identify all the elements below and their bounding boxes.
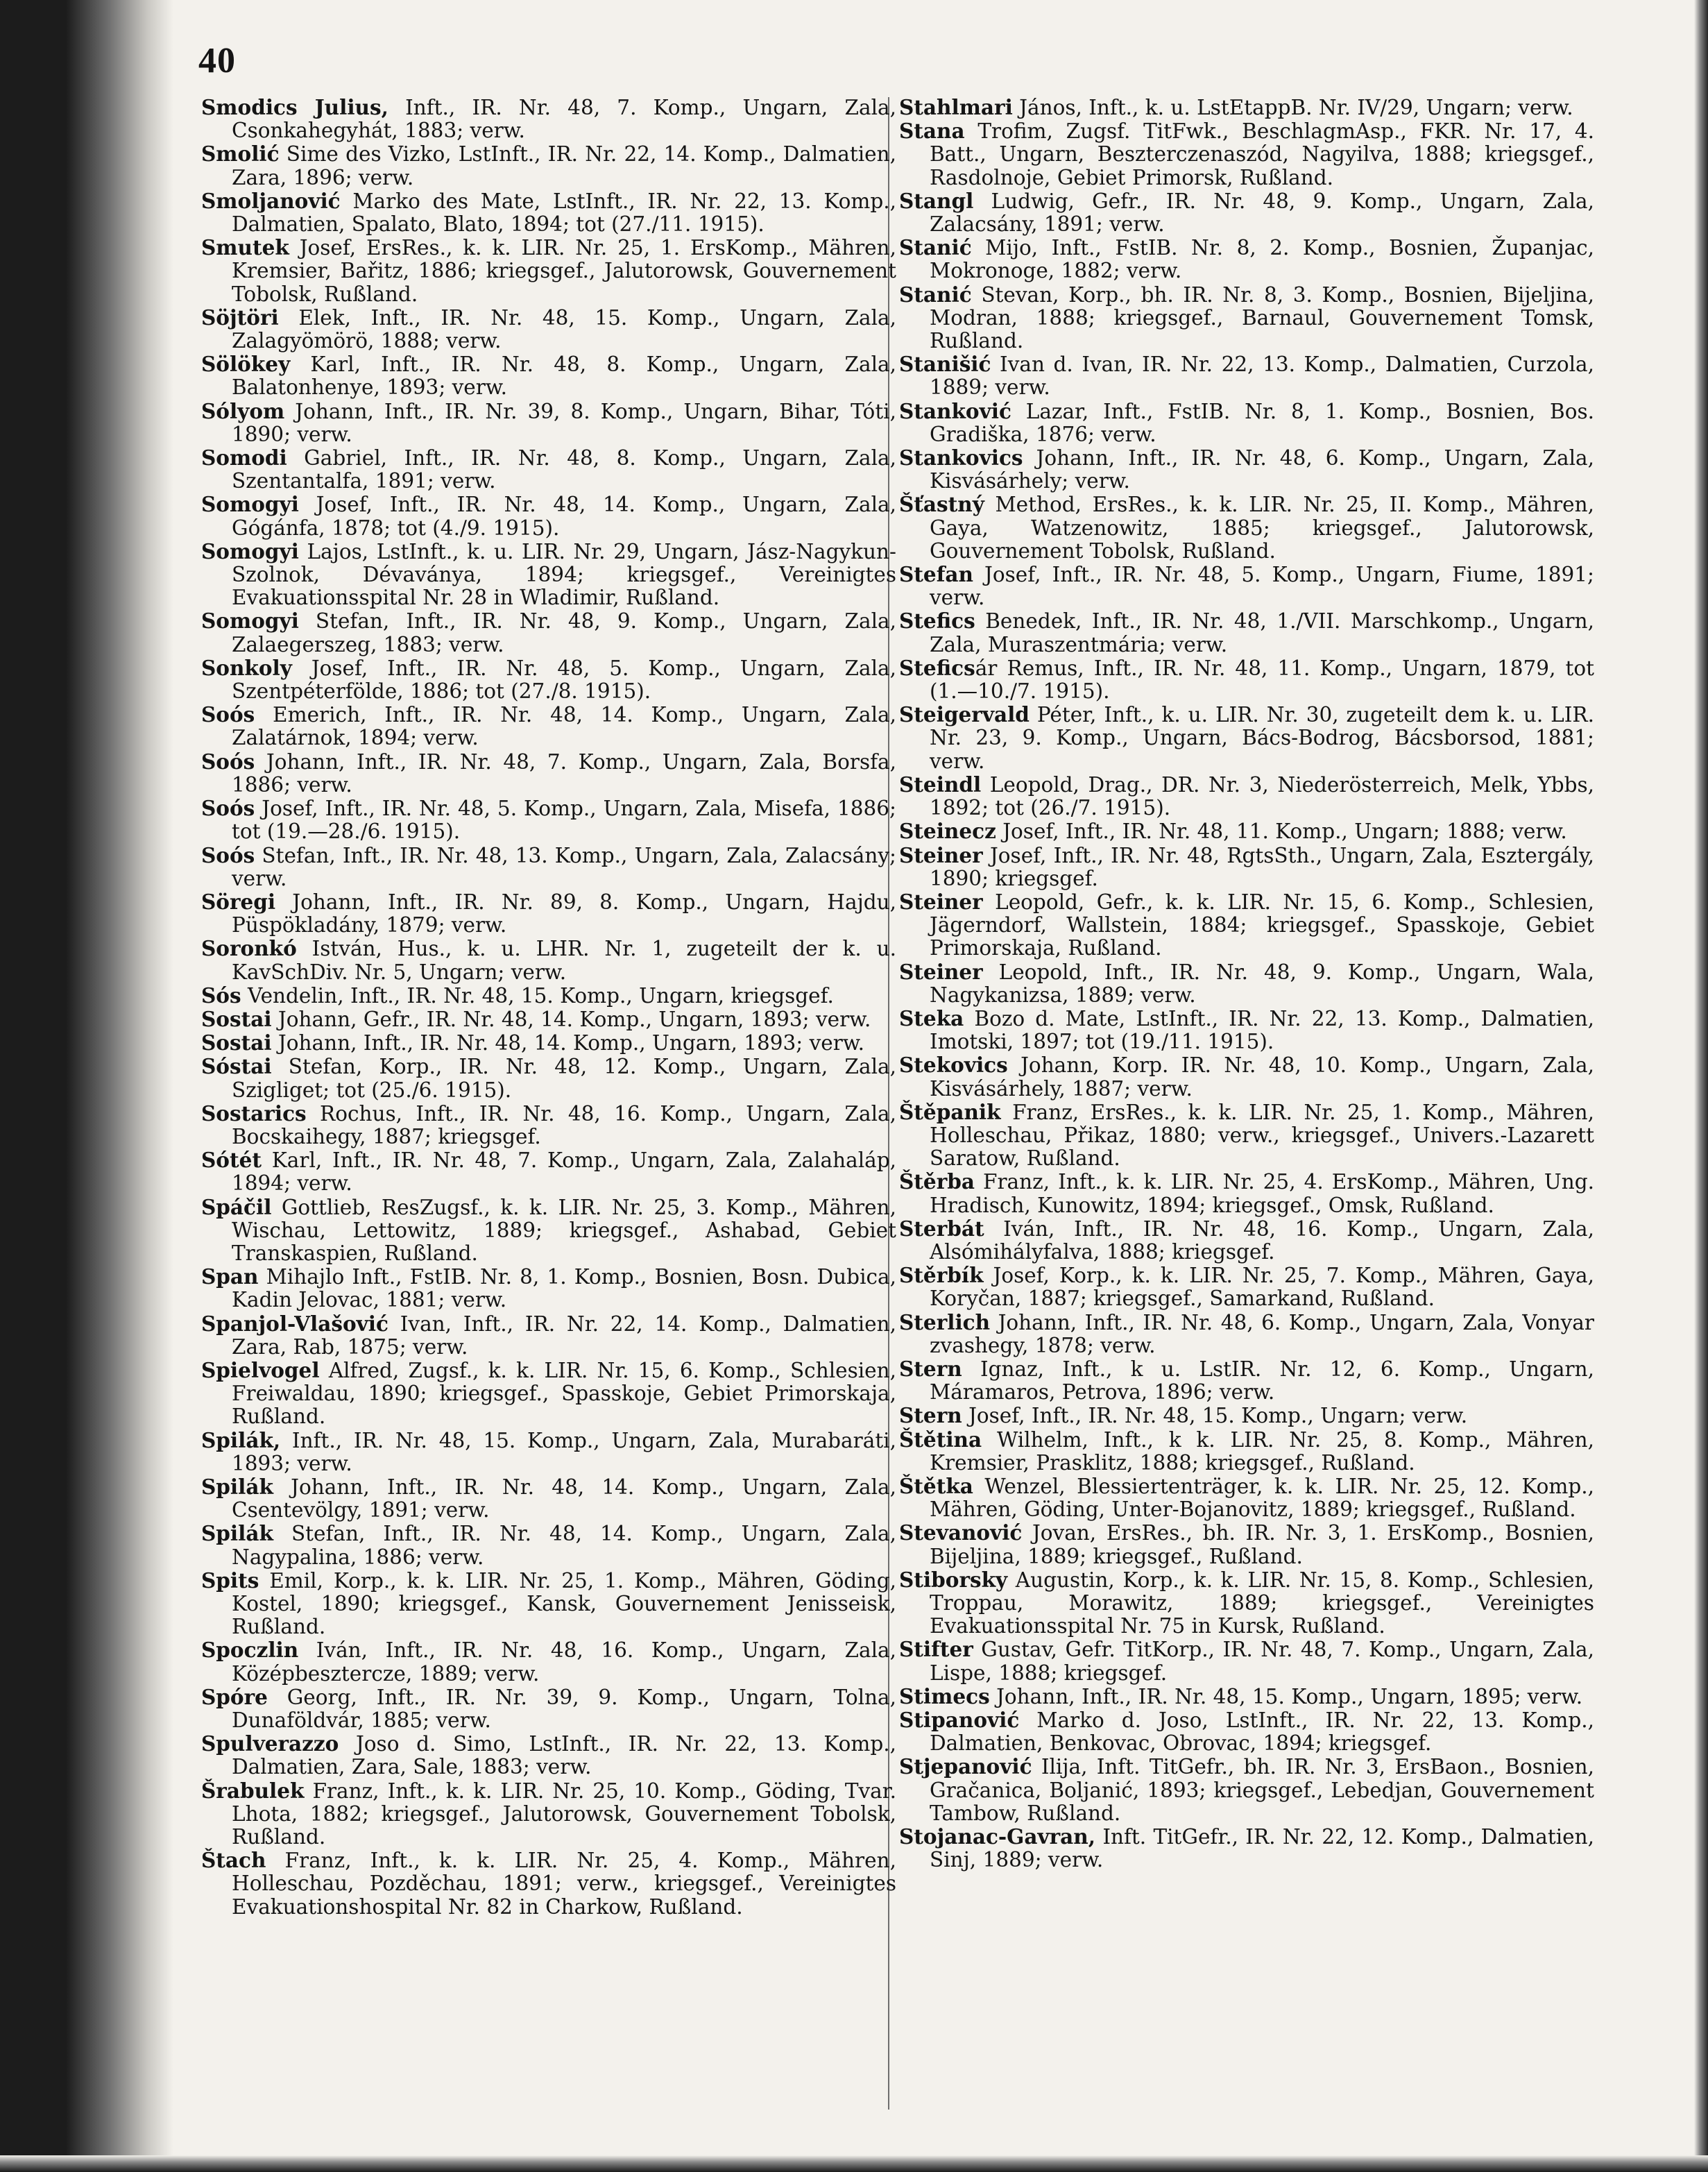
- entry-details: Vendelin, Inft., IR. Nr. 48, 15. Komp., Ungarn, kriegsgef.: [241, 983, 834, 1008]
- entry-surname: Štětka: [899, 1473, 973, 1498]
- entry-surname: Stojanac-Gavran,: [899, 1824, 1095, 1849]
- entry-details: Gottlieb, ResZugsf., k. k. LIR. Nr. 25, 3. Komp., Mähren, Wischau, Lettowitz, 1889; kriegsgef., Ashabad, Gebiet Transkaspien, Rußland.: [232, 1195, 896, 1265]
- entry-surname: Soronkó: [201, 936, 297, 961]
- entry-details: Josef, ErsRes., k. k. LIR. Nr. 25, 1. ErsKomp., Mähren, Kremsier, Bařitz, 1886; kriegsgef., Jalutorowsk, Gouvernement Tobolsk, Rußland.: [232, 236, 896, 306]
- register-entry: [201, 1102, 896, 1148]
- register-entry: [201, 984, 896, 1008]
- entry-details: Iván, Inft., IR. Nr. 48, 16. Komp., Ungarn, Zala, Alsómihályfalva, 1888; kriegsgef.: [930, 1216, 1594, 1264]
- entry-details: Stefan, Inft., IR. Nr. 48, 13. Komp., Ungarn, Zala, Zalacsány; verw.: [232, 843, 896, 890]
- register-entry: [899, 890, 1594, 960]
- entry-surname: Stanišić: [899, 352, 991, 377]
- register-entry: [201, 844, 896, 890]
- register-entry: [201, 1849, 896, 1919]
- entry-surname: Spoczlin: [201, 1638, 299, 1663]
- entry-details: Josef, Inft., IR. Nr. 48, 5. Komp., Ungarn, Fiume, 1891; verw.: [930, 563, 1594, 610]
- entry-surname: Stěrbík: [899, 1263, 984, 1288]
- register-entry: [201, 306, 896, 353]
- entry-surname: Sólyom: [201, 398, 285, 423]
- register-entry: [899, 1311, 1594, 1357]
- entry-details: Josef, Inft., IR. Nr. 48, 5. Komp., Ungarn, Zala, Szentpéterfölde, 1886; tot (27./8. 1915).: [232, 656, 896, 704]
- entry-surname: Sölökey: [201, 352, 291, 377]
- register-entry: [899, 1053, 1594, 1100]
- register-entry: [899, 96, 1594, 119]
- right-column: [899, 96, 1594, 1872]
- register-entry: [899, 493, 1594, 563]
- register-entry: [899, 1428, 1594, 1475]
- entry-details: Marko d. Joso, LstInft., IR. Nr. 22, 13. Komp., Dalmatien, Benkovac, Obrovac, 1894; kriegsgef.: [930, 1708, 1594, 1756]
- entry-surname: Soós: [201, 842, 255, 867]
- entry-surname: Spilák: [201, 1474, 273, 1499]
- entry-details: Leopold, Drag., DR. Nr. 3, Niederösterreich, Melk, Ybbs, 1892; tot (26./7. 1915).: [930, 772, 1594, 820]
- register-entry: [899, 1007, 1594, 1053]
- entry-surname: Stefics: [899, 609, 975, 634]
- entry-details: Lazar, Inft., FstIB. Nr. 8, 1. Komp., Bosnien, Bos. Gradiška, 1876; verw.: [930, 399, 1594, 446]
- entry-surname: Stekovics: [899, 1053, 1008, 1078]
- entry-surname: Steigervald: [899, 702, 1030, 727]
- entry-details: Ilija, Inft. TitGefr., bh. IR. Nr. 3, ErsBaon., Bosnien, Gračanica, Boljanić, 1893; kriegsgef., Lebedjan, Gouvernement Tambow, Rußland.: [930, 1755, 1594, 1825]
- entry-details: Mijo, Inft., FstIB. Nr. 8, 2. Komp., Bosnien, Županjac, Mokronoge, 1882; verw.: [930, 236, 1594, 283]
- entry-surname: Stjepanović: [899, 1754, 1032, 1779]
- register-entry: [201, 1475, 896, 1522]
- register-entry: [899, 1170, 1594, 1216]
- entry-surname: Steinecz: [899, 819, 996, 844]
- register-entry: [899, 1101, 1594, 1171]
- entry-details: Wenzel, Blessiertenträger, k. k. LIR. Nr. 25, 12. Komp., Mähren, Göding, Unter-Bojanovitz, 1889; kriegsgef., Rußland.: [930, 1474, 1594, 1522]
- entry-surname: Sostai: [201, 1006, 272, 1031]
- register-entry: [201, 142, 896, 189]
- register-entry: [899, 1755, 1594, 1825]
- register-entry: [201, 236, 896, 306]
- register-entry: [201, 1686, 896, 1732]
- entry-surname: Štěrba: [899, 1169, 975, 1194]
- register-entry: [899, 119, 1594, 189]
- register-entry: [201, 937, 896, 983]
- entry-details: Josef, Inft., IR. Nr. 48, RgtsSth., Ungarn, Zala, Esztergály, 1890; kriegsgef.: [930, 843, 1594, 890]
- entry-details: Karl, Inft., IR. Nr. 48, 8. Komp., Ungarn, Zala, Balatonhenye, 1893; verw.: [232, 353, 896, 400]
- register-entry: [201, 353, 896, 399]
- scan-bottom-edge-shadow: [0, 2155, 1708, 2172]
- entry-surname: Sterlich: [899, 1309, 991, 1334]
- register-entry: [201, 1522, 896, 1568]
- entry-details: Gustav, Gefr. TitKorp., IR. Nr. 48, 7. Komp., Ungarn, Zala, Lispe, 1888; kriegsgef.: [930, 1638, 1594, 1685]
- entry-details: Karl, Inft., IR. Nr. 48, 7. Komp., Ungarn, Zala, Zalahaláp, 1894; verw.: [232, 1148, 896, 1196]
- entry-details: Péter, Inft., k. u. LIR. Nr. 30, zugeteilt dem k. u. LIR. Nr. 23, 9. Komp., Ungarn, Bács-Bodrog, Bácsborsod, 1881; verw.: [930, 703, 1594, 773]
- entry-details: Stefan, Inft., IR. Nr. 48, 9. Komp., Ungarn, Zala, Zalaegerszeg, 1883; verw.: [232, 609, 896, 656]
- entry-details: Marko des Mate, LstInft., IR. Nr. 22, 13. Komp., Dalmatien, Spalato, Blato, 1894; tot (27./11. 1915).: [232, 189, 896, 237]
- entry-surname: Spanjol-Vlašović: [201, 1311, 388, 1336]
- register-entry: [899, 446, 1594, 493]
- entry-details: Johann, Korp. IR. Nr. 48, 10. Komp., Ungarn, Zala, Kisvásárhely, 1887; verw.: [930, 1053, 1594, 1101]
- entry-details: Johann, Inft., IR. Nr. 48, 14. Komp., Ungarn, Zala, Csentevölgy, 1891; verw.: [232, 1475, 896, 1522]
- register-entry: [899, 236, 1594, 282]
- entry-details: Franz, Inft., k. k. LIR. Nr. 25, 4. Komp., Mähren, Holleschau, Pozděchau, 1891; verw., kriegsgef., Vereinigtes Evakuationshospital Nr. 82 in Charkow, Rußland.: [232, 1849, 896, 1919]
- entry-details: Josef, Inft., IR. Nr. 48, 11. Komp., Ungarn; 1888; verw.: [996, 820, 1567, 844]
- page-number: 40: [198, 41, 236, 80]
- entry-details: Sime des Vizko, LstInft., IR. Nr. 22, 14. Komp., Dalmatien, Zara, 1896; verw.: [232, 142, 896, 189]
- entry-surname: Stifter: [899, 1637, 973, 1662]
- entry-surname: Steiner: [899, 842, 983, 867]
- entry-details: Josef, Inft., IR. Nr. 48, 5. Komp., Ungarn, Zala, Misefa, 1886; tot (19.—28./6. 1915).: [232, 797, 896, 844]
- register-entry: [899, 773, 1594, 820]
- entry-details: Josef, Korp., k. k. LIR. Nr. 25, 7. Komp., Mähren, Gaya, Koryčan, 1887; kriegsgef., Samarkand, Rußland.: [930, 1264, 1594, 1311]
- entry-details: Franz, ErsRes., k. k. LIR. Nr. 25, 1. Komp., Mähren, Holleschau, Přikaz, 1880; verw., kriegsgef., Univers.-Lazarett Saratow, Rußland.: [930, 1100, 1594, 1171]
- register-entry: [201, 1196, 896, 1266]
- entry-surname: Stanić: [899, 282, 972, 307]
- entry-surname: Steindl: [899, 772, 982, 797]
- entry-details: Ignaz, Inft., k u. LstIR. Nr. 12, 6. Komp., Ungarn, Máramaros, Petrova, 1896; verw.: [930, 1357, 1594, 1405]
- entry-surname: Steka: [899, 1006, 964, 1030]
- register-entry: [899, 1357, 1594, 1404]
- register-entry: [899, 609, 1594, 656]
- entry-details: Johann, Inft., IR. Nr. 48, 14. Komp., Ungarn, 1893; verw.: [271, 1031, 864, 1055]
- register-entry: [201, 703, 896, 749]
- entry-surname: Spóre: [201, 1684, 268, 1709]
- entry-surname: Söregi: [201, 889, 276, 914]
- left-column: [201, 96, 896, 1919]
- entry-details: Bozo d. Mate, LstInft., IR. Nr. 22, 13. Komp., Dalmatien, Imotski, 1897; tot (19./11. 1915).: [930, 1006, 1594, 1054]
- register-entry: [201, 890, 896, 937]
- register-entry: [201, 656, 896, 703]
- entry-surname: Sostarics: [201, 1101, 307, 1126]
- register-entry: [899, 1685, 1594, 1708]
- entry-details: Wilhelm, Inft., k k. LIR. Nr. 25, 8. Komp., Mähren, Kremsier, Prasklitz, 1888; kriegsgef., Rußland.: [930, 1427, 1594, 1475]
- register-entry: [899, 844, 1594, 890]
- entry-details: Benedek, Inft., IR. Nr. 48, 1./VII. Marschkomp., Ungarn, Zala, Muraszentmária; verw.: [930, 609, 1594, 656]
- entry-surname: Sós: [201, 983, 241, 1008]
- entry-details: Johann, Inft., IR. Nr. 48, 7. Komp., Ungarn, Zala, Borsfa, 1886; verw.: [232, 749, 896, 797]
- entry-surname: Spulverazzo: [201, 1731, 339, 1756]
- entry-surname: Söjtöri: [201, 305, 279, 330]
- entry-details: Ivan d. Ivan, IR. Nr. 22, 13. Komp., Dalmatien, Curzola, 1889; verw.: [930, 353, 1594, 400]
- register-entry: [201, 609, 896, 656]
- entry-surname: Stefan: [899, 562, 973, 587]
- entry-details: Inft., IR. Nr. 48, 15. Komp., Ungarn, Zala, Murabaráti, 1893; verw.: [232, 1428, 896, 1475]
- register-entry: [899, 563, 1594, 609]
- entry-details: Joso d. Simo, LstInft., IR. Nr. 22, 13. Komp., Dalmatien, Zara, Sale, 1883; verw.: [232, 1732, 896, 1779]
- entry-surname: Stimecs: [899, 1683, 990, 1708]
- entry-details: Franz, Inft., k. k. LIR. Nr. 25, 4. ErsKomp., Mähren, Ung. Hradisch, Kunowitz, 1894; kriegsgef., Omsk, Rußland.: [930, 1170, 1594, 1217]
- entry-surname: Stiborsky: [899, 1567, 1008, 1592]
- register-entry: [201, 1265, 896, 1312]
- entry-surname: Somogyi: [201, 538, 299, 563]
- entry-details: Alfred, Zugsf., k. k. LIR. Nr. 15, 6. Komp., Schlesien, Freiwaldau, 1890; kriegsgef., Spasskoje, Gebiet Primorskaja, Rußland.: [232, 1358, 896, 1429]
- entry-details: Iván, Inft., IR. Nr. 48, 16. Komp., Ungarn, Zala, Középbesztercze, 1889; verw.: [232, 1638, 896, 1686]
- entry-details: Mihajlo Inft., FstIB. Nr. 8, 1. Komp., Bosnien, Bosn. Dubica, Kadin Jelovac, 1881; verw.: [232, 1265, 896, 1312]
- register-entry: [899, 1521, 1594, 1568]
- entry-details: Augustin, Korp., k. k. LIR. Nr. 15, 8. Komp., Schlesien, Troppau, Morawitz, 1889; kriegsgef., Vereinigtes Evakuationsspital Nr. 75 in Kursk, Rußland.: [930, 1568, 1594, 1638]
- entry-details: Rochus, Inft., IR. Nr. 48, 16. Komp., Ungarn, Zala, Bocskaihegy, 1887; kriegsgef.: [232, 1101, 896, 1148]
- entry-surname: Sonkoly: [201, 655, 292, 680]
- entry-details: Gabriel, Inft., IR. Nr. 48, 8. Komp., Ungarn, Zala, Szentantalfa, 1891; verw.: [232, 446, 896, 493]
- entry-details: Emil, Korp., k. k. LIR. Nr. 25, 1. Komp., Mähren, Göding, Kostel, 1890; kriegsgef., Kansk, Gouvernement Jenisseisk, Rußland.: [232, 1568, 896, 1639]
- register-entry: [899, 1568, 1594, 1638]
- entry-surname: Spits: [201, 1568, 259, 1593]
- register-entry: [899, 189, 1594, 236]
- entry-details: Stefan, Korp., IR. Nr. 48, 12. Komp., Ungarn, Zala, Szigliget; tot (25./6. 1915).: [232, 1055, 896, 1102]
- entry-surname: Štětina: [899, 1427, 982, 1452]
- register-entry: [899, 820, 1594, 843]
- register-entry: [899, 1217, 1594, 1264]
- register-entry: [899, 400, 1594, 446]
- register-entry: [201, 1732, 896, 1779]
- entry-surname: Steiner: [899, 889, 983, 914]
- register-entry: [201, 446, 896, 493]
- entry-surname: Sterbát: [899, 1216, 984, 1241]
- entry-surname: Stankovics: [899, 446, 1023, 470]
- register-entry: [201, 96, 896, 142]
- entry-surname: Sostai: [201, 1030, 272, 1055]
- register-entry: [899, 1708, 1594, 1755]
- entry-details: Elek, Inft., IR. Nr. 48, 15. Komp., Ungarn, Zala, Zalagyömörö, 1888; verw.: [232, 305, 896, 353]
- register-entry: [201, 1359, 896, 1429]
- entry-details: Leopold, Gefr., k. k. LIR. Nr. 15, 6. Komp., Schlesien, Jägerndorf, Wallstein, 1884; kriegsgef., Spasskoje, Gebiet Primorskaja, Rußland.: [930, 890, 1594, 960]
- entry-surname: Šrabulek: [201, 1778, 305, 1803]
- entry-surname: Somogyi: [201, 492, 299, 517]
- entry-surname: Stern: [899, 1356, 962, 1381]
- entry-surname: Somodi: [201, 446, 287, 470]
- entry-surname: Spielvogel: [201, 1357, 320, 1382]
- register-entry: [899, 656, 1594, 703]
- entry-surname: Štach: [201, 1848, 266, 1873]
- entry-details: Josef, Inft., IR. Nr. 48, 14. Komp., Ungarn, Zala, Gógánfa, 1878; tot (4./9. 1915).: [232, 493, 896, 540]
- register-entry: [899, 283, 1594, 353]
- entry-surname: Somogyi: [201, 609, 299, 634]
- entry-surname: Soós: [201, 702, 255, 727]
- entry-surname: Spáčil: [201, 1194, 272, 1219]
- register-entry: [201, 189, 896, 236]
- entry-details: Trofim, Zugsf. TitFwk., BeschlagmAsp., FKR. Nr. 17, 4. Batt., Ungarn, Beszterczenaszód, Nagyilva, 1888; kriegsgef., Rasdolnoje, Gebiet Primorsk, Rußland.: [930, 119, 1594, 189]
- entry-surname: Soós: [201, 796, 255, 821]
- entry-details: Stefan, Inft., IR. Nr. 48, 14. Komp., Ungarn, Zala, Nagypalina, 1886; verw.: [232, 1522, 896, 1569]
- entry-details: Johann, Inft., IR. Nr. 48, 6. Komp., Ungarn, Zala, Kisvásárhely; verw.: [930, 446, 1594, 493]
- entry-surname: Stahlmari: [899, 95, 1013, 119]
- entry-surname: Stern: [899, 1403, 962, 1428]
- entry-details: Johann, Inft., IR. Nr. 48, 15. Komp., Ungarn, 1895; verw.: [989, 1684, 1583, 1708]
- entry-details: Ludwig, Gefr., IR. Nr. 48, 9. Komp., Ungarn, Zala, Zalacsány, 1891; verw.: [930, 189, 1594, 237]
- register-entry: [899, 1475, 1594, 1521]
- entry-details: Stevan, Korp., bh. IR. Nr. 8, 3. Komp., Bosnien, Bijeljina, Modran, 1888; kriegsgef., Barnaul, Gouvernement Tomsk, Rußland.: [930, 282, 1594, 353]
- scan-right-edge-shadow: [1694, 0, 1708, 2172]
- register-entry: [201, 1638, 896, 1685]
- register-entry: [201, 797, 896, 843]
- entry-surname: Šťastný: [899, 492, 984, 517]
- entry-surname: Smodics Julius,: [201, 95, 388, 119]
- entry-details: Emerich, Inft., IR. Nr. 48, 14. Komp., Ungarn, Zala, Zalatárnok, 1894; verw.: [232, 703, 896, 750]
- register-entry: [201, 1148, 896, 1195]
- entry-details: Method, ErsRes., k. k. LIR. Nr. 25, II. Komp., Mähren, Gaya, Watzenowitz, 1885; kriegsgef., Jalutorowsk, Gouvernement Tobolsk, Rußland.: [930, 493, 1594, 563]
- entry-surname: Stangl: [899, 188, 974, 213]
- entry-surname: Štěpanik: [899, 1099, 1001, 1124]
- register-entry: [899, 353, 1594, 399]
- entry-details: Johann, Gefr., IR. Nr. 48, 14. Komp., Ungarn, 1893; verw.: [271, 1007, 871, 1031]
- entry-surname: Stana: [899, 119, 965, 144]
- register-entry: [899, 1638, 1594, 1684]
- register-entry: [201, 750, 896, 797]
- entry-details: Josef, Inft., IR. Nr. 48, 15. Komp., Ungarn; verw.: [962, 1404, 1468, 1428]
- entry-surname: Smolić: [201, 142, 280, 167]
- entry-surname: Sóstai: [201, 1054, 272, 1079]
- entry-details: Georg, Inft., IR. Nr. 39, 9. Komp., Ungarn, Tolna, Dunaföldvár, 1885; verw.: [232, 1685, 896, 1733]
- entry-details: Johann, Inft., IR. Nr. 48, 6. Komp., Ungarn, Zala, Vonyar zvashegy, 1878; verw.: [930, 1310, 1594, 1357]
- entry-details: János, Inft., k. u. LstEtappB. Nr. IV/29, Ungarn; verw.: [1012, 96, 1573, 119]
- entry-surname: Smutek: [201, 235, 289, 260]
- register-entry: [201, 1031, 896, 1055]
- register-entry: [201, 1429, 896, 1475]
- register-entry: [201, 493, 896, 539]
- entry-details: István, Hus., k. u. LHR. Nr. 1, zugeteilt der k. u. KavSchDiv. Nr. 5, Ungarn; verw.: [232, 937, 896, 984]
- entry-surname: Span: [201, 1264, 259, 1289]
- register-entry: [201, 1008, 896, 1031]
- entry-surname: Stanković: [899, 398, 1011, 423]
- register-entry: [201, 1312, 896, 1359]
- entry-surname: Stefics: [899, 655, 975, 680]
- entry-surname: Steiner: [899, 959, 983, 984]
- entry-surname: Spilák,: [201, 1427, 281, 1452]
- entry-details: Inft. TitGefr., IR. Nr. 22, 12. Komp., Dalmatien, Sinj, 1889; verw.: [930, 1825, 1594, 1872]
- entry-details: Lajos, LstInft., k. u. LIR. Nr. 29, Ungarn, Jász-Nagykun-Szolnok, Dévaványa, 1894; kriegsgef., Vereinigtes Evakuationsspital Nr. 28 in Wladimir, Rußland.: [232, 539, 896, 610]
- register-entry: [899, 1825, 1594, 1872]
- register-entry: [201, 400, 896, 446]
- entry-details: Johann, Inft., IR. Nr. 89, 8. Komp., Ungarn, Hajdu, Püspökladány, 1879; verw.: [232, 890, 896, 937]
- scan-left-edge-shadow: [0, 0, 173, 2172]
- entry-details: Inft., IR. Nr. 48, 7. Komp., Ungarn, Zala, Csonkahegyhát, 1883; verw.: [232, 96, 897, 143]
- entry-details: Ivan, Inft., IR. Nr. 22, 14. Komp., Dalmatien, Zara, Rab, 1875; verw.: [232, 1312, 896, 1359]
- entry-details: ár Remus, Inft., IR. Nr. 48, 11. Komp., Ungarn, 1879, tot (1.—10./7. 1915).: [930, 656, 1594, 704]
- entry-details: Leopold, Inft., IR. Nr. 48, 9. Komp., Ungarn, Wala, Nagykanizsa, 1889; verw.: [930, 960, 1594, 1007]
- register-entry: [201, 1569, 896, 1639]
- register-entry: [899, 1404, 1594, 1427]
- register-entry: [201, 1779, 896, 1849]
- entry-surname: Stevanović: [899, 1520, 1023, 1545]
- register-entry: [201, 1055, 896, 1101]
- register-entry: [899, 1264, 1594, 1310]
- entry-surname: Sótét: [201, 1148, 262, 1173]
- entry-surname: Smoljanović: [201, 188, 341, 213]
- entry-surname: Soós: [201, 749, 255, 774]
- entry-surname: Spilák: [201, 1521, 273, 1546]
- entry-surname: Stipanović: [899, 1708, 1020, 1733]
- register-entry: [899, 703, 1594, 773]
- entry-details: Jovan, ErsRes., bh. IR. Nr. 3, 1. ErsKomp., Bosnien, Bijeljina, 1889; kriegsgef., Rußland.: [930, 1521, 1594, 1568]
- entry-surname: Stanić: [899, 235, 972, 260]
- entry-details: Franz, Inft., k. k. LIR. Nr. 25, 10. Komp., Göding, Tvar. Lhota, 1882; kriegsgef., Jalutorowsk, Gouvernement Tobolsk, Rußland.: [232, 1779, 896, 1849]
- entry-details: Johann, Inft., IR. Nr. 39, 8. Komp., Ungarn, Bihar, Tóti, 1890; verw.: [232, 399, 896, 446]
- register-entry: [899, 960, 1594, 1007]
- register-entry: [201, 540, 896, 610]
